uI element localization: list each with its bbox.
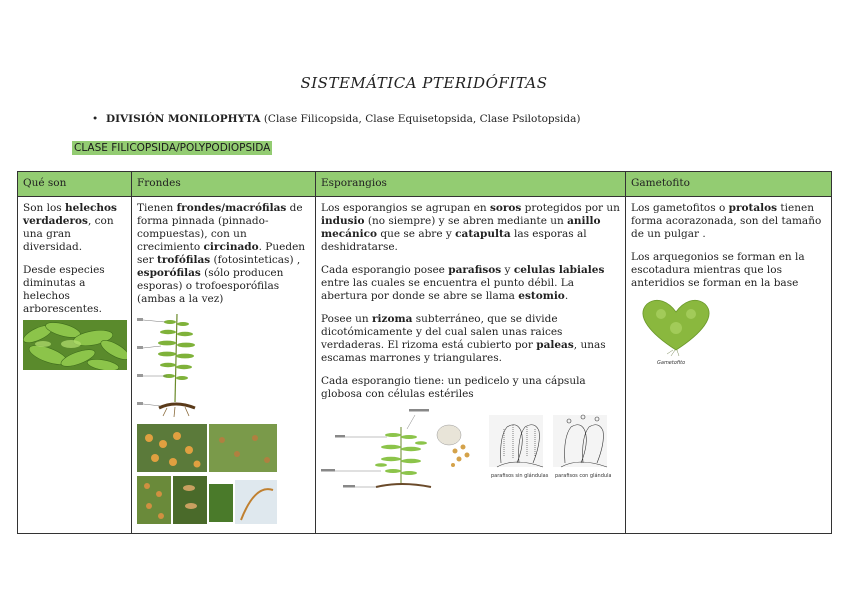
esporangios-p1: Los esporangios se agrupan en soros protegidos por un indusio (no siempre) y se abren mediante un anillo mecánico que se abre y catapulta las esporas al deshidratarse. xyxy=(321,202,620,253)
fern-lifecycle-diagram xyxy=(321,409,470,488)
esporangios-p4: Cada esporangio tiene: un pedicelo y una cápsula globosa con células estériles xyxy=(321,375,586,400)
gametophyte-image xyxy=(631,294,826,370)
caption-sin-glandulas: parafisos sin glándulas xyxy=(491,473,549,479)
esporangios-p3: Posee un rizoma subterráneo, que se divide dicotómicamente y del cual salen unas raices verdaderas. El rizoma está cubierto por paleas, unas escamas marrones y triangulares. xyxy=(321,313,606,364)
caption-con-glandulas: parafisos con glándulas xyxy=(555,473,611,479)
que-son-p1: Son los helechos verdaderos, con una gran diversidad. xyxy=(23,202,117,253)
gametophyte-caption: Gametofito xyxy=(657,360,686,366)
table-row xyxy=(18,197,832,534)
sporangium-drawing-1 xyxy=(489,415,543,467)
classification-table xyxy=(17,171,832,534)
fern-diagram xyxy=(137,310,310,424)
sporangia-diagrams xyxy=(321,407,620,499)
sori-photos xyxy=(137,424,310,528)
esporangios-p2: Cada esporangio posee parafisos y celulas labiales entre las cuales se encuentra el punto débil. La abertura por donde se abre se llama estomio. xyxy=(321,264,605,302)
cell-frondes xyxy=(132,197,316,534)
frondes-text: Tienen frondes/macrófilas de forma pinnada (pinnado-compuestas), con un crecimiento circinado. Pueden ser trofófilas (fotosinteticas) , esporófilas (sólo producen esporas) o trofoesporófilas (ambas a la vez) xyxy=(137,202,306,305)
header-esporangios: Esporangios xyxy=(316,172,626,197)
header-gametofito: Gametofito xyxy=(626,172,832,197)
table-header-row xyxy=(18,172,832,197)
division-name: DIVISIÓN MONILOPHYTA xyxy=(106,113,261,125)
fern-photo xyxy=(23,320,126,374)
class-label: CLASE FILICOPSIDA/POLYPODIOPSIDA xyxy=(74,142,271,154)
page-title: SISTEMÁTICA PTERIDÓFITAS xyxy=(300,74,548,92)
bullet: • xyxy=(92,113,99,125)
que-son-p2: Desde especies diminutas a helechos arborescentes. xyxy=(23,264,105,315)
gametofito-p2: Los arquegonios se forman en la escotadura mientras que los anteridios se forman en la base xyxy=(631,251,805,289)
division-line xyxy=(92,113,580,125)
header-frondes: Frondes xyxy=(132,172,316,197)
cell-gametofito xyxy=(626,197,832,534)
cell-que-son xyxy=(18,197,132,534)
cell-esporangios xyxy=(316,197,626,534)
header-que-son: Qué son xyxy=(18,172,132,197)
gametofito-p1: Los gametofitos o protalos tienen forma acorazonada, son del tamaño de un pulgar . xyxy=(631,202,822,240)
sporangium-drawing-2 xyxy=(553,415,607,467)
division-detail: (Clase Filicopsida, Clase Equisetopsida, Clase Psilotopsida) xyxy=(260,113,581,125)
